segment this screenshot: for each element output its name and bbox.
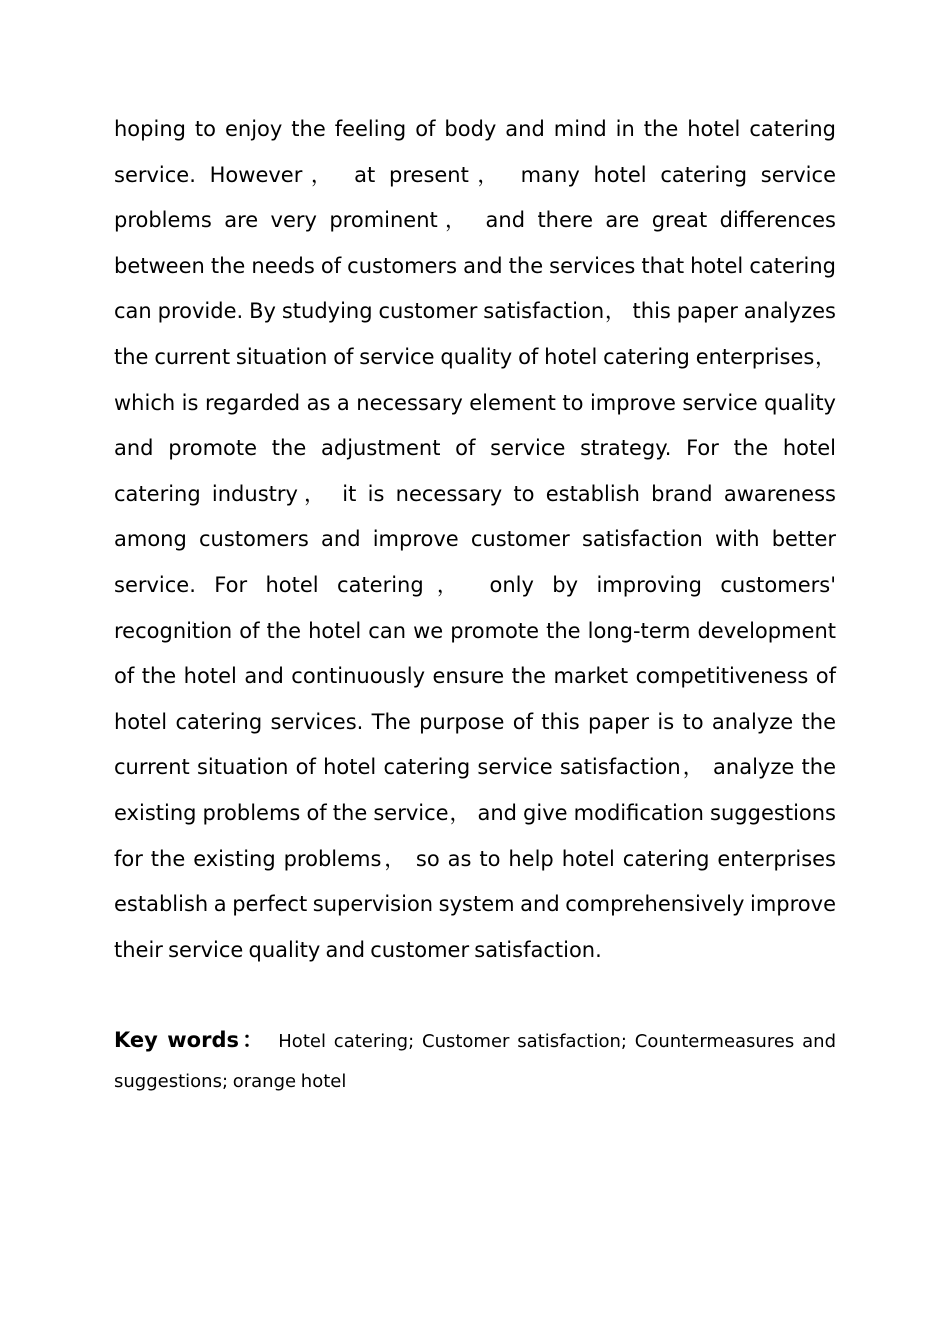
keywords-label: Key words bbox=[114, 1028, 239, 1053]
keywords-text: Hotel catering; Customer satisfaction; Countermeasures and suggestions; orange hotel bbox=[114, 1031, 837, 1093]
keywords-separator: ： bbox=[239, 1028, 267, 1053]
document-page bbox=[114, 107, 836, 1102]
keywords-line bbox=[114, 1020, 836, 1102]
abstract-body-paragraph: hoping to enjoy the feeling of body and mind in the hotel catering service. However， at present， many hotel catering service problems are very prominent， and there are great differences between the needs of customers and the services that hotel catering can provide. By studying customer satisfaction， this paper analyzes the current situation of service quality of hotel catering enterprises， which is regarded as a necessary element to improve service quality and promote the adjustment of service strategy. For the hotel catering industry， it is necessary to establish brand awareness among customers and improve customer satisfaction with better service. For hotel catering， only by improving customers' recognition of the hotel can we promote the long-term development of the hotel and continuously ensure the market competitiveness of hotel catering services. The purpose of this paper is to analyze the current situation of hotel catering service satisfaction， analyze the existing problems of the service， and give modification suggestions for the existing problems， so as to help hotel catering enterprises establish a perfect supervision system and comprehensively improve their service quality and customer satisfaction. bbox=[114, 117, 836, 962]
